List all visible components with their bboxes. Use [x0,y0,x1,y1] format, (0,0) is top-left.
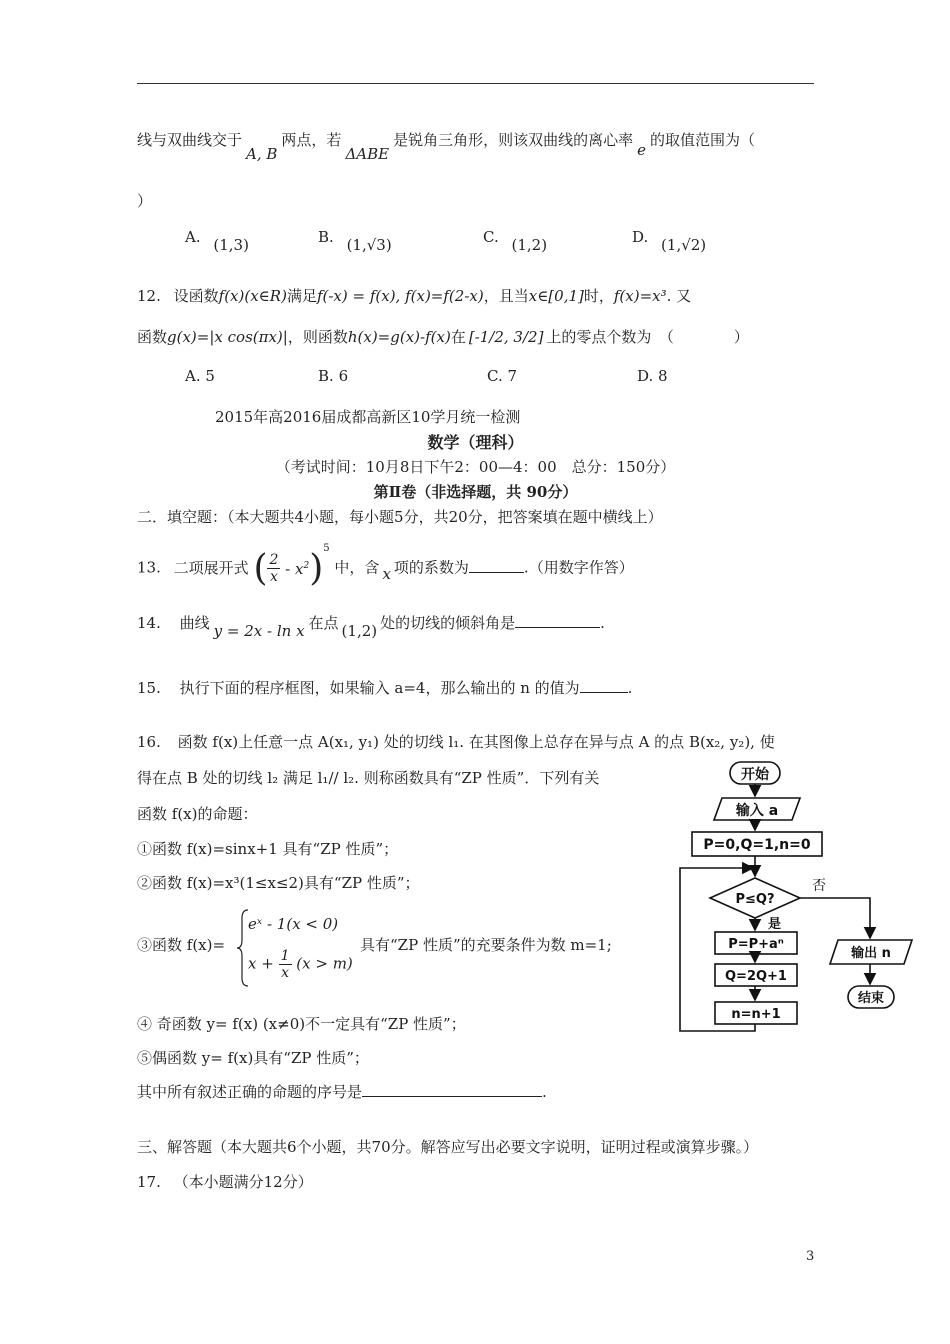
question-number: 14. [137,614,161,632]
q14-text-c: 处的切线的倾斜角是 [380,614,516,632]
q12-text-f: 函数 [137,328,168,346]
q12-expr2: f(-x) = f(x), f(x)=f(2-x) [316,287,484,305]
question-number: 12. [137,287,161,305]
flow-input-label: 输入 a [735,803,779,819]
q12-text-d: 时， [583,287,614,305]
flow-init-label: P=0,Q=1,n=0 [703,837,811,853]
q14-answer-blank[interactable] [515,613,600,628]
q12-expr6: h(x)=g(x)-f(x) [347,328,451,346]
q11-option-b [318,228,392,254]
q12-option-d [637,367,668,385]
flow-start-label: 开始 [741,767,769,783]
q12-text-g: ，则函数 [287,328,348,346]
option-label: C. [487,367,503,385]
option-value: 7 [507,367,518,385]
q16-item-3 [137,934,225,955]
q16-text-line3: 函数 f(x)的命题： [137,805,258,823]
q12-text-e: . 又 [666,287,692,305]
q12-expr4: f(x)=x³ [613,287,667,305]
option-label: D. [632,228,649,246]
q12-line1 [137,285,691,306]
q13-text-c: 项的系数为 [393,558,469,577]
q11-text-b: 两点，若 [281,131,342,149]
q17 [137,1171,313,1192]
subject-title: 数学（理科） [427,433,524,452]
q12-text-h: 在 [450,328,466,346]
q16-answer-blank[interactable] [362,1082,542,1097]
q15-text: 执行下面的程序框图，如果输入 a=4，那么输出的 n 的值为 [179,679,580,697]
flow-end-label: 结束 [857,991,885,1006]
section3-title: 三、解答题（本大题共6个小题，共70分。解答应写出必要文字说明，证明过程或演算步骤。） [137,1138,759,1156]
q12-option-a [185,367,215,385]
header-rule [137,83,814,84]
option-label: A. [185,228,201,246]
q12-text-c: ，且当 [483,287,529,305]
question-number: 16. [137,733,161,751]
q13-var: x [382,564,391,583]
q16-piece1: eˣ - 1(x < 0) [248,915,339,933]
q13-text-b: 中，含 [334,558,380,577]
flow-decision-label: P≤Q? [735,892,775,907]
q12-interval: [-1/2, 3/2] [468,328,544,346]
q16-text-line1: 函数 f(x)上任意一点 A(x₁, y₁) 处的切线 l₁. 在其图像上总存在异与点 A 的点 B(x₂, y₂), 使 [177,733,775,751]
q14-point: (1,2) [341,622,378,640]
q16-item-3-tail: 具有“ZP 性质”的充要条件为数 m=1; [360,936,612,954]
q12-text-i: 上的零点个数为 （ ） [546,328,749,346]
flowchart [670,758,930,1038]
option-value: (1,2) [511,236,548,254]
q11-e: e [637,141,646,159]
q12-text-a: 设函数 [173,287,219,305]
part2-title: 第Ⅱ卷（非选择题，共 90分） [373,483,578,501]
piece2-tail: (x > m) [296,954,353,973]
q11-text-c: 是锐角三角形，则该双曲线的离心率 [393,131,634,149]
q16-item-3-label: ③函数 f(x)= [137,936,226,954]
exam-title: 2015年高2016届成都高新区10学月统一检测 [215,408,521,426]
option-value: (1,√3) [346,236,392,254]
question-number: 13. [137,558,161,577]
q16-line1 [137,731,775,752]
q11-triangle: ΔABE [345,145,390,163]
q11-text-a: 线与双曲线交于 [137,131,243,149]
q12-line2 [137,326,749,347]
flow-output-label: 输出 n [851,946,891,961]
option-label: A. [185,367,201,385]
option-value: 6 [338,367,349,385]
q12-option-c [487,367,517,385]
option-label: B. [318,367,334,385]
piece2-lead: x + [248,954,274,973]
q16-item-1: ①函数 f(x)=sinx+1 具有“ZP 性质”； [137,840,399,858]
time-info: （考试时间：10月8日下午2：00—4：00 总分：150分） [275,458,676,476]
flow-step1-label: P=P+aⁿ [728,937,784,952]
q12-text-b: 满足 [286,287,317,305]
q11-line2: ） [137,192,153,210]
q15-answer-blank[interactable] [580,678,628,693]
flow-step3-label: n=n+1 [731,1007,781,1022]
page-number: 3 [806,1249,815,1264]
q14-text-b: 在点 [308,614,339,632]
q13-text-d: .（用数字作答） [523,558,634,577]
option-value: (1,√2) [661,236,707,254]
q11-line1 [137,129,755,163]
q11-option-d [632,228,707,254]
q16-item-2: ②函数 f(x)=x³(1≤x≤2)具有“ZP 性质”； [137,874,420,892]
q15-end: . [627,679,633,697]
option-value: (1,3) [213,236,249,254]
q11-option-c [483,228,548,254]
q11-option-a [185,228,249,254]
option-label: B. [318,228,334,246]
section2-title: 二．填空题：（本大题共4小题，每小题5分，共20分，把答案填在题中横线上） [137,508,663,526]
q14 [137,612,605,640]
q14-text-a: 曲线 [179,614,210,632]
question-number: 17. [137,1173,161,1191]
q16-item-4: ④ 奇函数 y= f(x) (x≠0)不一定具有“ZP 性质”； [137,1015,466,1033]
q12-expr1: f(x)(x∈R) [218,287,287,305]
q16-text-line2: 得在点 B 处的切线 l₂ 满足 l₁// l₂. 则称函数具有“ZP 性质”．下列有关 [137,769,600,787]
q11-points: A, B [246,145,278,163]
q16-piece2: x + $\frac{1}{x}$ (x > m) [248,948,353,981]
flow-step2-label: Q=2Q+1 [725,969,787,984]
option-label: C. [483,228,499,246]
q12-option-b [318,367,348,385]
q16-final-end: . [542,1083,547,1101]
q17-text: （本小题满分12分） [173,1173,313,1191]
q12-expr3: x∈[0,1] [528,287,584,305]
q16-final [137,1081,547,1102]
q11-text-d: 的取值范围为（ [649,131,755,149]
option-label: D. [637,367,654,385]
q13-text-a: 二项展开式 [173,558,249,577]
q14-expr: y = 2x - ln x [213,622,305,640]
flowchart-svg [670,758,930,1038]
q16-item-5: ⑤偶函数 y= f(x)具有“ZP 性质”； [137,1049,369,1067]
q13 [137,542,634,589]
flow-no-label: 否 [812,878,826,894]
option-value: 5 [205,367,215,385]
q13-answer-blank[interactable] [469,558,524,573]
q15 [137,677,632,698]
q13-binomial: ( $\frac{2}{x}$ - $x^2)^5$ [253,542,330,589]
option-value: 8 [658,367,668,385]
question-number: 15. [137,679,161,697]
q12-expr5: g(x)=|x cos(πx)| [167,328,288,346]
q14-text-d: . [600,614,605,632]
q16-final-text: 其中所有叙述正确的命题的序号是 [137,1083,363,1101]
flow-yes-label: 是 [768,917,782,932]
